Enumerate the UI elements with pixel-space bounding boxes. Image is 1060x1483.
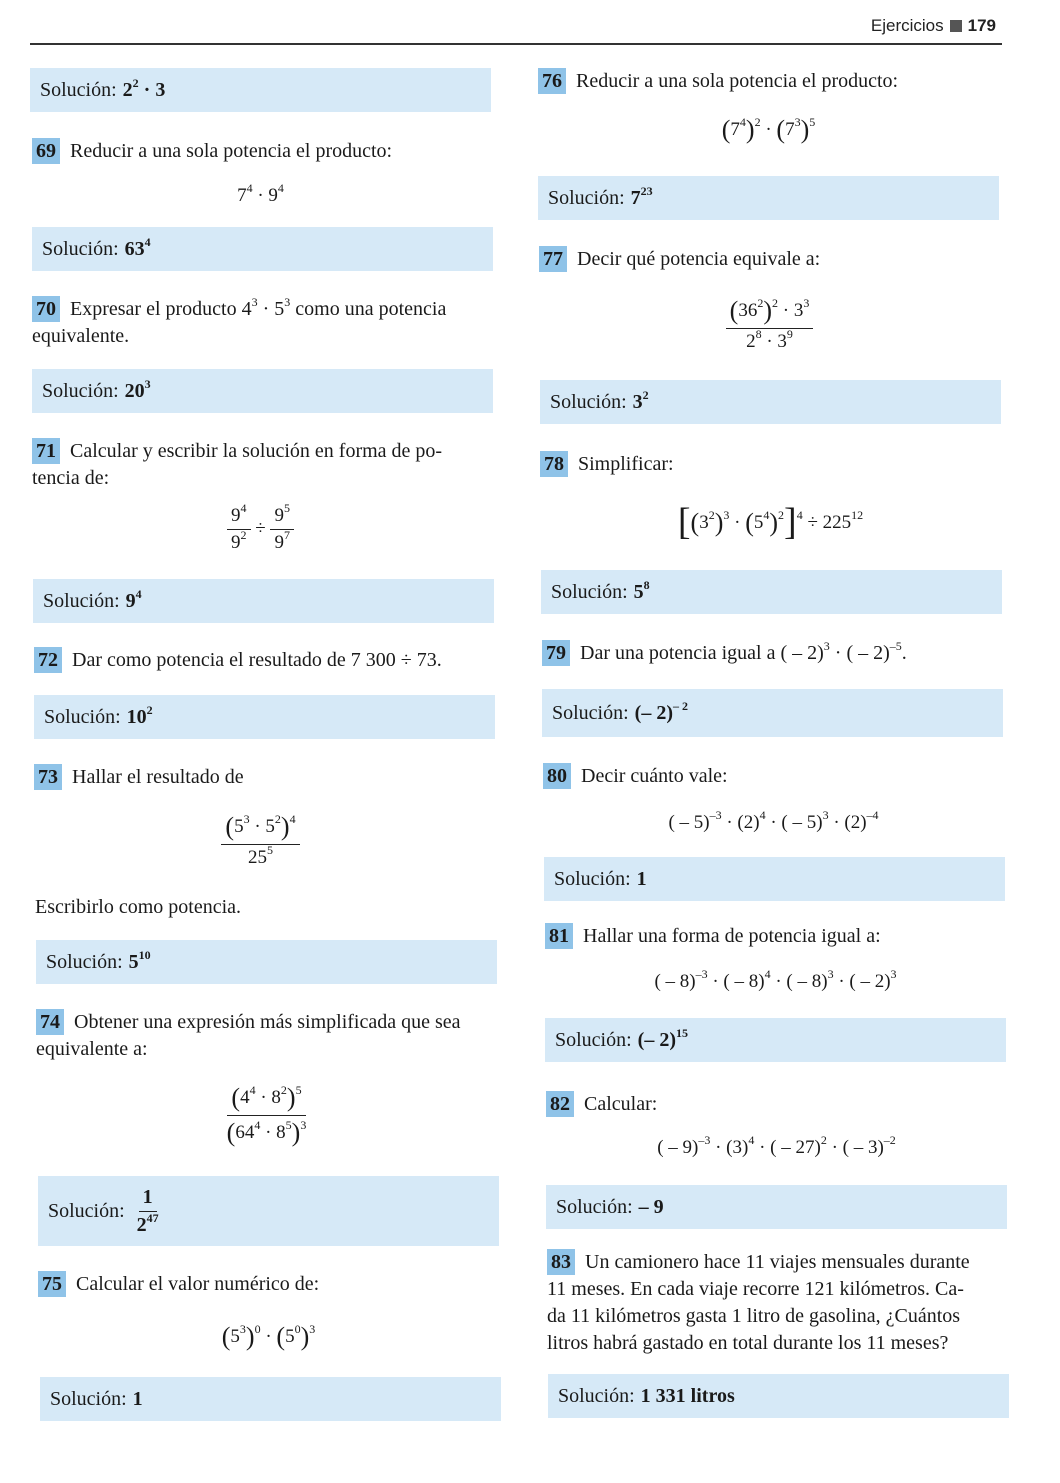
solution-value: $2^2 \cdot 3$ <box>122 75 166 101</box>
solution-label: Solución: <box>552 701 629 724</box>
expression-71: $\frac{9^4}{9^2}$ ÷ $\frac{9^5}{9^7}$ <box>30 505 491 554</box>
expression-75: $(5^3)^0 \cdot (5^0)^3$ <box>221 1322 316 1351</box>
exercise-number: 69 <box>32 138 60 164</box>
exercise-75 <box>38 1271 319 1298</box>
solution-75 <box>40 1377 501 1421</box>
exercise-73-after: Escribirlo como potencia. <box>35 896 242 918</box>
solution-value: $5^8$ <box>633 577 650 603</box>
header-rule <box>30 43 1002 45</box>
exercise-73 <box>34 764 244 791</box>
solution-label: Solución: <box>550 390 627 413</box>
exercise-78 <box>540 451 674 478</box>
exercise-text: Expresar el producto $4^3 \cdot 5^3$ como una potencia <box>70 295 447 320</box>
solution-label: Solución: <box>551 580 628 603</box>
exercise-text: Dar una potencia igual a ( – 2)$^3$ · ( – 2)$^{-5}$. <box>580 639 907 664</box>
solution-81 <box>545 1018 1006 1062</box>
exercise-text-cont: equivalente a: <box>36 1038 148 1060</box>
solution-label: Solución: <box>548 186 625 209</box>
exercise-text: Decir cuánto vale: <box>581 765 728 787</box>
exercise-text: Hallar el resultado de <box>72 766 244 788</box>
exercise-text: Reducir a una sola potencia el producto: <box>70 140 393 162</box>
solution-69 <box>32 227 493 271</box>
solution-value: $3^2$ <box>632 387 649 413</box>
exercise-number: 73 <box>34 764 62 790</box>
solution-value: $\frac{1}{2^{47}}$ <box>136 1185 159 1236</box>
exercise-text: Decir qué potencia equivale a: <box>577 248 821 270</box>
exercise-number: 74 <box>36 1009 64 1035</box>
exercise-text: Simplificar: <box>578 453 674 475</box>
exercise-81 <box>545 923 881 950</box>
exercise-71 <box>32 438 494 492</box>
exercise-text-line3: da 11 kilómetros gasta 1 litro de gasolina, ¿Cuántos <box>547 1305 961 1327</box>
solution-label: Solución: <box>556 1195 633 1218</box>
solution-value: $7^{23}$ <box>630 183 653 209</box>
solution-value: 1 <box>132 1387 143 1410</box>
solution-value: $63^4$ <box>124 234 151 260</box>
expression-73: $\frac{(5^3 \cdot 5^2)^4}{25^5}$ <box>30 812 491 869</box>
solution-label: Solución: <box>46 950 123 973</box>
solution-value: $20^3$ <box>124 376 151 402</box>
exercise-79 <box>542 640 907 667</box>
exercise-number: 76 <box>538 68 566 94</box>
expression-77: $\frac{(36^2)^2 \cdot 3^3}{2^8 \cdot 3^9}$ <box>539 296 1000 353</box>
exercise-text: Un camionero hace 11 viajes mensuales durante <box>585 1251 970 1273</box>
expression-76: $(7^4)^2 \cdot (7^3)^5$ <box>721 115 816 144</box>
exercise-number: 75 <box>38 1271 66 1297</box>
exercise-text: Dar como potencia el resultado de 7 300 ÷ 73. <box>72 649 442 671</box>
expression-82: ( – $9)^{-3} \cdot (3)^4$ · ( – 27)$^2$ · ( – 3)$^{-2}$ <box>657 1133 896 1158</box>
exercise-70 <box>32 296 494 350</box>
exercise-text-line2: 11 meses. En cada viaje recorre 121 kilómetros. Ca- <box>547 1278 964 1300</box>
section-title: Ejercicios <box>870 16 944 35</box>
solution-73 <box>36 940 497 984</box>
page-number: 179 <box>967 16 996 35</box>
exercise-83 <box>547 1249 1009 1357</box>
solution-82 <box>546 1185 1007 1229</box>
exercise-number: 82 <box>546 1091 574 1117</box>
solution-value: (– 2)$^{- 2}$ <box>634 698 688 724</box>
solution-79 <box>542 689 1003 737</box>
running-head <box>871 16 996 36</box>
solution-value: $5^{10}$ <box>128 947 151 973</box>
solution-label: Solución: <box>50 1387 127 1410</box>
expression-80: ( – $5)^{-3} \cdot (2)^4$ · ( – $5)^3 \cdot (2)^{-4}$ <box>668 808 879 833</box>
solution-83 <box>548 1374 1009 1418</box>
exercise-text-cont: tencia de: <box>32 467 110 489</box>
solution-value: (– 2)$^{15}$ <box>637 1025 688 1051</box>
exercise-text: Obtener una expresión más simplificada que sea <box>74 1011 461 1033</box>
solution-71 <box>33 579 494 623</box>
exercise-text-line4: litros habrá gastado en total durante los 11 meses? <box>547 1332 949 1354</box>
solution-77 <box>540 380 1001 424</box>
solution-label: Solución: <box>42 237 119 260</box>
solution-value: $9^4$ <box>125 586 142 612</box>
exercise-text: Calcular: <box>584 1093 658 1115</box>
solution-label: Solución: <box>40 78 117 101</box>
exercise-number: 81 <box>545 923 573 949</box>
expression-74: $\frac{(4^4 \cdot 8^2)^5}{(64^4 \cdot 8^5)^3}$ <box>226 1083 307 1147</box>
exercise-69 <box>32 138 392 165</box>
solution-78 <box>541 570 1002 614</box>
exercise-number: 80 <box>543 763 571 789</box>
solution-value: 1 <box>636 867 647 890</box>
exercise-number: 83 <box>547 1249 575 1275</box>
square-icon <box>950 20 962 32</box>
exercise-80 <box>543 763 728 790</box>
solution-value: $10^2$ <box>126 702 153 728</box>
exercise-text: Hallar una forma de potencia igual a: <box>583 925 881 947</box>
solution-80 <box>544 857 1005 901</box>
solution-68 <box>30 68 491 112</box>
exercise-74 <box>36 1009 498 1063</box>
exercise-72 <box>34 647 442 674</box>
solution-72 <box>34 695 495 739</box>
solution-label: Solución: <box>42 379 119 402</box>
solution-76 <box>538 176 999 220</box>
solution-label: Solución: <box>558 1384 635 1407</box>
solution-value: 1 331 litros <box>640 1384 735 1407</box>
exercise-text: Reducir a una sola potencia el producto: <box>576 70 899 92</box>
solution-70 <box>32 369 493 413</box>
expression-69: $7^4 \cdot 9^4$ <box>237 181 284 206</box>
solution-label: Solución: <box>554 867 631 890</box>
exercise-number: 72 <box>34 647 62 673</box>
solution-label: Solución: <box>44 705 121 728</box>
solution-label: Solución: <box>48 1199 125 1222</box>
exercise-number: 70 <box>32 296 60 322</box>
solution-label: Solución: <box>555 1028 632 1051</box>
exercise-text: Calcular y escribir la solución en forma de po- <box>70 440 443 462</box>
exercise-number: 77 <box>539 246 567 272</box>
exercise-number: 71 <box>32 438 60 464</box>
exercise-77 <box>539 246 820 273</box>
solution-label: Solución: <box>43 589 120 612</box>
exercise-text: Calcular el valor numérico de: <box>76 1273 320 1295</box>
expression-81: ( – 8)$^{-3}$ · ( – 8)$^4$ · ( – 8)$^3$ · ( – 2)$^3$ <box>654 967 897 992</box>
expression-78: $[(3^2)^3 \cdot (5^4)^2]^4 \div 225^{12}$ <box>677 501 864 543</box>
exercise-76 <box>538 68 898 95</box>
exercise-number: 78 <box>540 451 568 477</box>
exercise-number: 79 <box>542 640 570 666</box>
exercise-82 <box>546 1091 657 1118</box>
exercise-text-cont: equivalente. <box>32 325 130 347</box>
page-header <box>0 0 1060 48</box>
solution-value: – 9 <box>638 1195 664 1218</box>
solution-74 <box>38 1176 499 1246</box>
